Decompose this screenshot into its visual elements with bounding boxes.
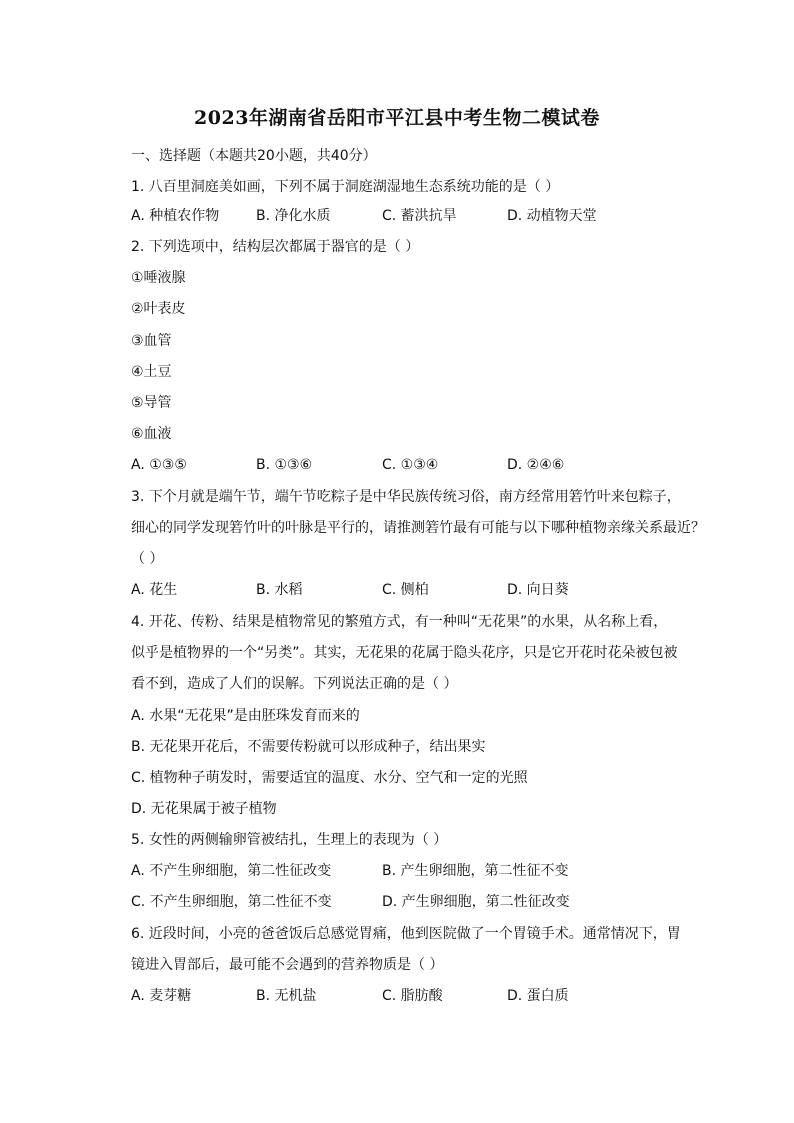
q5-option-d: D. 产生卵细胞，第二性征改变: [382, 894, 570, 910]
question-3-line: 3. 下个月就是端午节，端午节吃粽子是中华民族传统习俗，南方经常用箬竹叶来包粽子，: [131, 489, 681, 505]
q2-option-c: C. ①③④: [382, 457, 439, 473]
q2-item: ⑥血液: [131, 426, 172, 442]
q2-item: ①唾液腺: [131, 270, 186, 286]
q1-option-b: B. 净化水质: [256, 208, 331, 224]
q3-option-c: C. 侧柏: [382, 582, 429, 598]
q1-option-c: C. 蓄洪抗旱: [382, 208, 457, 224]
q2-option-a: A. ①③⑤: [131, 457, 187, 473]
q2-item: ⑤导管: [131, 395, 172, 411]
question-4-line: 看不到，造成了人们的误解。下列说法正确的是（ ）: [131, 676, 458, 692]
section-heading: 一、选择题（本题共20小题，共40分）: [131, 148, 377, 164]
q2-item: ④土豆: [131, 364, 172, 380]
q5-option-c: C. 不产生卵细胞，第二性征不变: [131, 894, 332, 910]
q1-option-a: A. 种植农作物: [131, 208, 220, 224]
q4-option-d: D. 无花果属于被子植物: [131, 801, 277, 817]
q4-option-c: C. 植物种子萌发时，需要适宜的温度、水分、空气和一定的光照: [131, 770, 528, 786]
q6-option-b: B. 无机盐: [256, 988, 317, 1004]
q3-option-a: A. 花生: [131, 582, 178, 598]
q1-option-d: D. 动植物天堂: [507, 208, 597, 224]
q4-option-b: B. 无花果开花后，不需要传粉就可以形成种子，结出果实: [131, 739, 486, 755]
q6-option-c: C. 脂肪酸: [382, 988, 443, 1004]
question-6-line: 镜进入胃部后，最可能不会遇到的营养物质是（ ）: [131, 957, 444, 973]
q2-option-b: B. ①③⑥: [256, 457, 313, 473]
question-6-line: 6. 近段时间，小亮的爸爸饭后总感觉胃痛，他到医院做了一个胃镜手术。通常情况下，胃: [131, 926, 681, 942]
q6-option-d: D. 蛋白质: [507, 988, 569, 1004]
exam-title: 2023年湖南省岳阳市平江县中考生物二模试卷: [194, 107, 600, 129]
q5-option-a: A. 不产生卵细胞，第二性征改变: [131, 863, 332, 879]
question-1-stem: 1. 八百里洞庭美如画，下列不属于洞庭湖湿地生态系统功能的是（ ）: [131, 179, 560, 195]
question-2-stem: 2. 下列选项中，结构层次都属于器官的是（ ）: [131, 239, 420, 255]
question-3-line: 细心的同学发现箬竹叶的叶脉是平行的，请推测箬竹最有可能与以下哪种植物亲缘关系最近？: [131, 520, 705, 536]
q2-item: ③血管: [131, 333, 172, 349]
q6-option-a: A. 麦芽糖: [131, 988, 192, 1004]
question-4-line: 4. 开花、传粉、结果是植物常见的繁殖方式，有一种叫“无花果”的水果，从名称上看，: [131, 614, 668, 630]
q3-option-b: B. 水稻: [256, 582, 303, 598]
q3-option-d: D. 向日葵: [507, 582, 569, 598]
q4-option-a: A. 水果“无花果”是由胚珠发育而来的: [131, 708, 360, 724]
question-3-line: （ ）: [131, 551, 164, 567]
question-4-line: 似乎是植物界的一个“另类”。其实，无花果的花属于隐头花序，只是它开花时花朵被包被: [131, 645, 678, 661]
q2-item: ②叶表皮: [131, 301, 186, 317]
question-5-stem: 5. 女性的两侧输卵管被结扎，生理上的表现为（ ）: [131, 832, 448, 848]
q5-option-b: B. 产生卵细胞，第二性征不变: [382, 863, 569, 879]
q2-option-d: D. ②④⑥: [507, 457, 565, 473]
